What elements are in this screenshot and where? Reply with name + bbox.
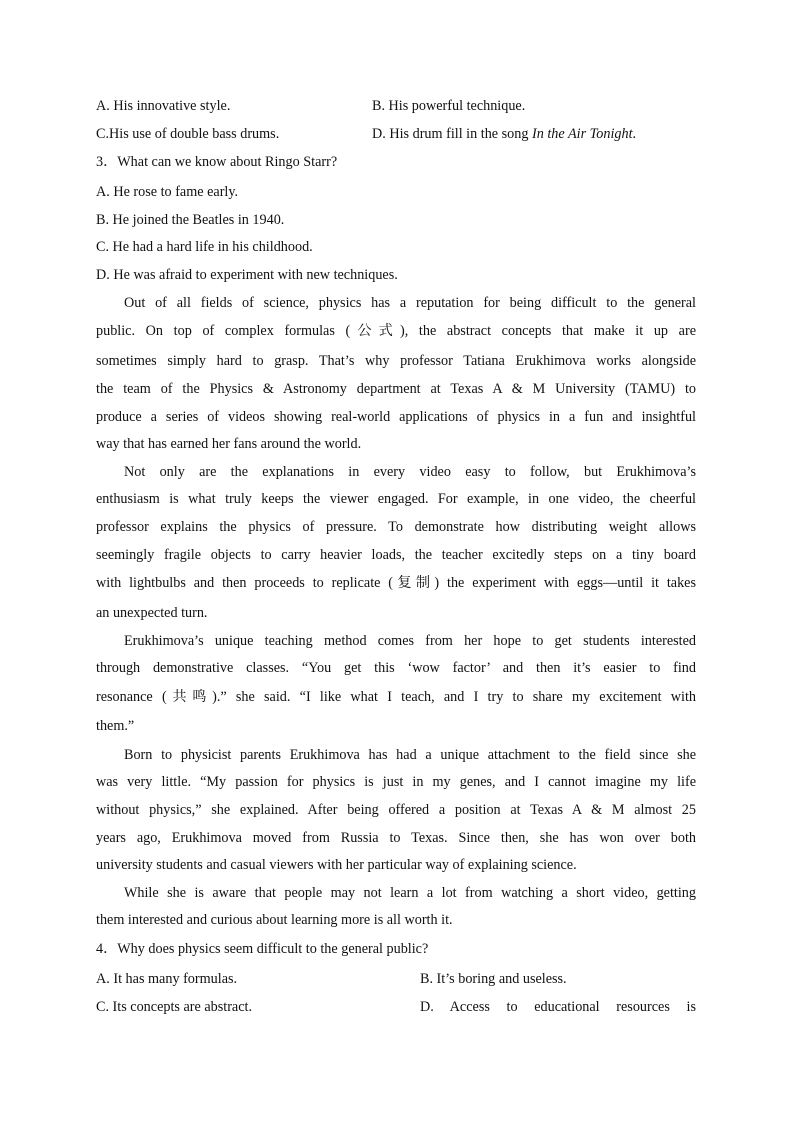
passage-p2-line-6: an unexpected turn. xyxy=(96,605,208,621)
q3-stem: 3．What can we know about Ringo Starr? xyxy=(96,154,338,170)
passage-p3-line-3: resonance (共鸣).” she said. “I like what I teach, and I try to share my excitement with xyxy=(96,689,696,705)
q2-options-row-1 xyxy=(96,96,696,116)
passage-p1-line-3: sometimes simply hard to grasp. That’s why professor Tatiana Erukhimova works alongside xyxy=(96,353,696,369)
passage-p1-line-6: way that has earned her fans around the world. xyxy=(96,436,362,452)
passage-p4-line-3: without physics,” she explained. After being offered a position at Texas A & M almost 25 xyxy=(96,802,696,818)
q4-stem: 4．Why does physics seem difficult to the general public? xyxy=(96,941,429,957)
passage-p5-line-2: them interested and curious about learning more is all worth it. xyxy=(96,912,453,928)
passage-p2-line-2: enthusiasm is what truly keeps the viewer engaged. For example, in one video, the cheerful xyxy=(96,491,696,507)
passage-p1-line-4: the team of the Physics & Astronomy department at Texas A & M University (TAMU) to xyxy=(96,381,696,397)
passage-p1-line-1: Out of all fields of science, physics has a reputation for being difficult to the general xyxy=(124,295,696,311)
passage-p1-line-5: produce a series of videos showing real-world applications of physics in a fun and insightful xyxy=(96,409,696,425)
passage-p2-line-1: Not only are the explanations in every video easy to follow, but Erukhimova’s xyxy=(124,464,696,480)
q3-option-a: A. He rose to fame early. xyxy=(96,184,239,200)
passage-p1-line-2: public. On top of complex formulas (公式), the abstract concepts that make it up are xyxy=(96,323,696,339)
passage-p3-line-2: through demonstrative classes. “You get this ‘wow factor’ and then it’s easier to find xyxy=(96,660,696,676)
q2-options-row-2 xyxy=(96,124,696,144)
q4-option-b: B. It’s boring and useless. xyxy=(420,971,567,987)
passage-p5-line-1: While she is aware that people may not learn a lot from watching a short video, getting xyxy=(124,885,696,901)
q4-options-row-1 xyxy=(96,969,696,989)
passage-p4-line-1: Born to physicist parents Erukhimova has had a unique attachment to the field since she xyxy=(124,747,696,763)
q2-option-c: C.His use of double bass drums. xyxy=(96,126,280,142)
q4-option-a: A. It has many formulas. xyxy=(96,971,238,987)
passage-p2-line-4: seemingly fragile objects to carry heavier loads, the teacher excitedly steps on a tiny board xyxy=(96,547,696,563)
q2-option-d: D. His drum fill in the song In the Air Tonight. xyxy=(372,126,637,142)
passage-p4-line-4: years ago, Erukhimova moved from Russia to Texas. Since then, she has won over both xyxy=(96,830,696,846)
passage-p3-line-4: them.” xyxy=(96,718,135,734)
q3-option-d: D. He was afraid to experiment with new techniques. xyxy=(96,267,398,283)
passage-p4-line-5: university students and casual viewers with her particular way of explaining science. xyxy=(96,857,577,873)
q4-option-d: D. Access to educational resources is xyxy=(420,999,696,1015)
q4-options-row-2 xyxy=(96,997,696,1017)
q3-option-c: C. He had a hard life in his childhood. xyxy=(96,239,313,255)
q2-option-a: A. His innovative style. xyxy=(96,98,231,114)
q3-option-b: B. He joined the Beatles in 1940. xyxy=(96,212,285,228)
passage-p2-line-5: with lightbulbs and then proceeds to replicate (复制) the experiment with eggs—until it takes xyxy=(96,575,696,591)
q2-option-b: B. His powerful technique. xyxy=(372,98,526,114)
q4-option-c: C. Its concepts are abstract. xyxy=(96,999,253,1015)
passage-p4-line-2: was very little. “My passion for physics is just in my genes, and I cannot imagine my life xyxy=(96,774,696,790)
passage-p2-line-3: professor explains the physics of pressure. To demonstrate how distributing weight allows xyxy=(96,519,696,535)
q2-option-d-song: In the Air Tonight xyxy=(532,126,633,142)
passage-p3-line-1: Erukhimova’s unique teaching method comes from her hope to get students interested xyxy=(124,633,696,649)
